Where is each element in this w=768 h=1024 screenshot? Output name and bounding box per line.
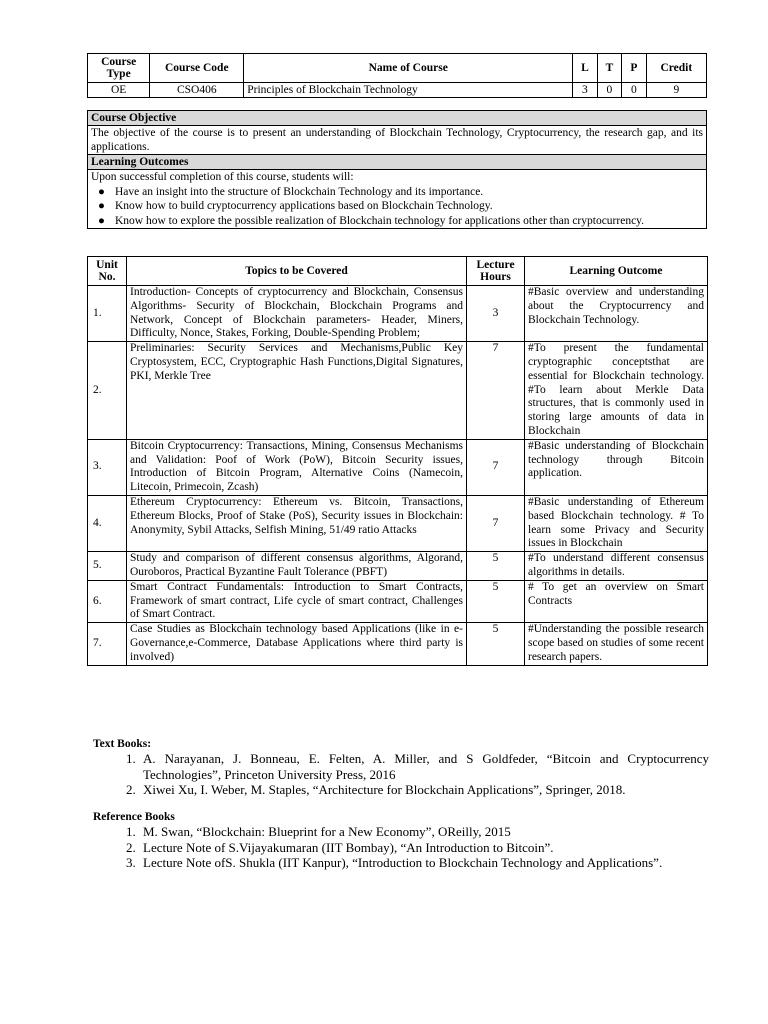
unit-hours: 5 [467, 580, 525, 622]
unit-topics: Bitcoin Cryptocurrency: Transactions, Mining, Consensus Mechanisms and Validation: Poof of Work (PoW), Bitcoin Security issues, Introduction of Bitcoin Program, Alternative Coins (Namecoin, Litecoin, Primecoin, Zcash) [127, 439, 467, 495]
bullet-icon: ● [98, 185, 105, 198]
course-code-value: CSO406 [150, 83, 244, 98]
unit-number: 4. [88, 495, 127, 551]
header-course-code: Course Code [150, 54, 244, 83]
course-info-table [87, 53, 707, 98]
header-course-type: Course Type [88, 54, 150, 83]
course-objective-heading: Course Objective [88, 111, 706, 126]
list-item: 2. Xiwei Xu, I. Weber, M. Staples, “Architecture for Blockchain Applications”, Springer, 2018. [139, 782, 709, 798]
learning-outcomes-list [88, 185, 706, 229]
table-row [88, 552, 708, 581]
header-learning-outcome: Learning Outcome [525, 257, 708, 286]
reference-books-heading: Reference Books [93, 811, 175, 823]
unit-number: 3. [88, 439, 127, 495]
list-item: 1. A. Narayanan, J. Bonneau, E. Felten, A. Miller, and S Goldfeder, “Bitcoin and Cryptocurrency Technologies”, Princeton University Press, 2016 [139, 751, 709, 782]
unit-topics: Introduction- Concepts of cryptocurrency and Blockchain, Consensus Algorithms- Security of Blockchain, Blockchain Programs and Network, Concept of Blockchain parameters- Header, Miners, Difficulty, Nonce, Stakes, Forking, Double-Spending Problem; [127, 286, 467, 342]
unit-hours: 3 [467, 286, 525, 342]
unit-topics: Preliminaries: Security Services and Mechanisms,Public Key Cryptosystem, ECC, Cryptographic Hash Functions,Digital Signatures, PKI, Merkle Tree [127, 342, 467, 440]
header-t: T [597, 54, 622, 83]
unit-outcome: # To get an overview on Smart Contracts [525, 580, 708, 622]
bullet-icon: ● [98, 214, 105, 227]
units-table [87, 256, 708, 666]
t-value: 0 [597, 83, 622, 98]
l-value: 3 [573, 83, 598, 98]
table-row [88, 342, 708, 440]
learning-outcomes-intro: Upon successful completion of this course, students will: [91, 171, 354, 183]
header-lecture-hours: Lecture Hours [467, 257, 525, 286]
header-l: L [573, 54, 598, 83]
list-item: 3. Lecture Note ofS. Shukla (IIT Kanpur), “Introduction to Blockchain Technology and Applications”. [139, 855, 709, 871]
course-data-row [88, 83, 707, 98]
unit-number: 5. [88, 552, 127, 581]
course-name-value: Principles of Blockchain Technology [244, 83, 573, 98]
unit-hours: 5 [467, 552, 525, 581]
reference-books-list [93, 824, 709, 871]
unit-number: 2. [88, 342, 127, 440]
unit-outcome: #Basic overview and understanding about the Cryptocurrency and Blockchain Technology. [525, 286, 708, 342]
unit-topics: Smart Contract Fundamentals: Introduction to Smart Contracts, Framework of smart contract, Life cycle of smart contract, Challenges of Smart Contract. [127, 580, 467, 622]
header-credit: Credit [646, 54, 706, 83]
p-value: 0 [622, 83, 647, 98]
bullet-icon: ● [98, 200, 105, 212]
reference-books-section [93, 810, 709, 871]
text-books-section [93, 737, 709, 798]
units-header-row [88, 257, 708, 286]
unit-number: 7. [88, 623, 127, 665]
table-row [88, 286, 708, 342]
table-row [88, 495, 708, 551]
unit-topics: Case Studies as Blockchain technology based Applications (like in e-Governance,e-Commerce, Database Applications where third party is involved) [127, 623, 467, 665]
table-row [88, 623, 708, 665]
unit-topics: Ethereum Cryptocurrency: Ethereum vs. Bitcoin, Transactions, Ethereum Blocks, Proof of Stake (PoS), Security issues in Blockchain: Anonymity, Sybil Attacks, Selfish Mining, 51/49 ratio Attacks [127, 495, 467, 551]
unit-hours: 7 [467, 495, 525, 551]
list-item: 2. Lecture Note of S.Vijayakumaran (IIT Bombay), “An Introduction to Bitcoin”. [139, 840, 709, 856]
course-objective-text: The objective of the course is to present an understanding of Blockchain Technology, Cryptocurrency, the research gap, and its applications. [91, 127, 703, 153]
unit-outcome: #Understanding the possible research scope based on studies of some recent research papers. [525, 623, 708, 665]
header-topics: Topics to be Covered [127, 257, 467, 286]
text-books-heading: Text Books: [93, 738, 152, 750]
course-header-row [88, 54, 707, 83]
unit-hours: 7 [467, 439, 525, 495]
unit-outcome: #Basic understanding of Blockchain technology through Bitcoin application. [525, 439, 708, 495]
credit-value: 9 [646, 83, 706, 98]
table-row [88, 439, 708, 495]
outcome-item: ● Know how to explore the possible realization of Blockchain technology for applications other than cryptocurrency. [98, 214, 645, 227]
unit-hours: 5 [467, 623, 525, 665]
text-books-list [93, 751, 709, 798]
objective-outcomes-box [87, 110, 707, 229]
learning-outcomes-heading: Learning Outcomes [88, 154, 706, 170]
unit-number: 1. [88, 286, 127, 342]
header-p: P [622, 54, 647, 83]
course-type-value: OE [88, 83, 150, 98]
unit-outcome: #To understand different consensus algorithms in details. [525, 552, 708, 581]
outcome-item: ● Know how to build cryptocurrency applications based on Blockchain Technology. [98, 200, 493, 212]
header-unit-no: Unit No. [88, 257, 127, 286]
header-course-name: Name of Course [244, 54, 573, 83]
outcome-item: ● Have an insight into the structure of Blockchain Technology and its importance. [98, 185, 484, 198]
unit-topics: Study and comparison of different consensus algorithms, Algorand, Ouroboros, Practical Byzantine Fault Tolerance (PBFT) [127, 552, 467, 581]
unit-number: 6. [88, 580, 127, 622]
unit-outcome: #To present the fundamental cryptographic conceptsthat are essential for Blockchain technology. #To learn about Merkle Data structures, that is commonly used in storing large amounts of data in Blockchain [525, 342, 708, 440]
unit-hours: 7 [467, 342, 525, 440]
list-item: 1. M. Swan, “Blockchain: Blueprint for a New Economy”, OReilly, 2015 [139, 824, 709, 840]
unit-outcome: #Basic understanding of Ethereum based Blockchain technology. # To learn some Privacy and Security issues in Blockchain [525, 495, 708, 551]
table-row [88, 580, 708, 622]
